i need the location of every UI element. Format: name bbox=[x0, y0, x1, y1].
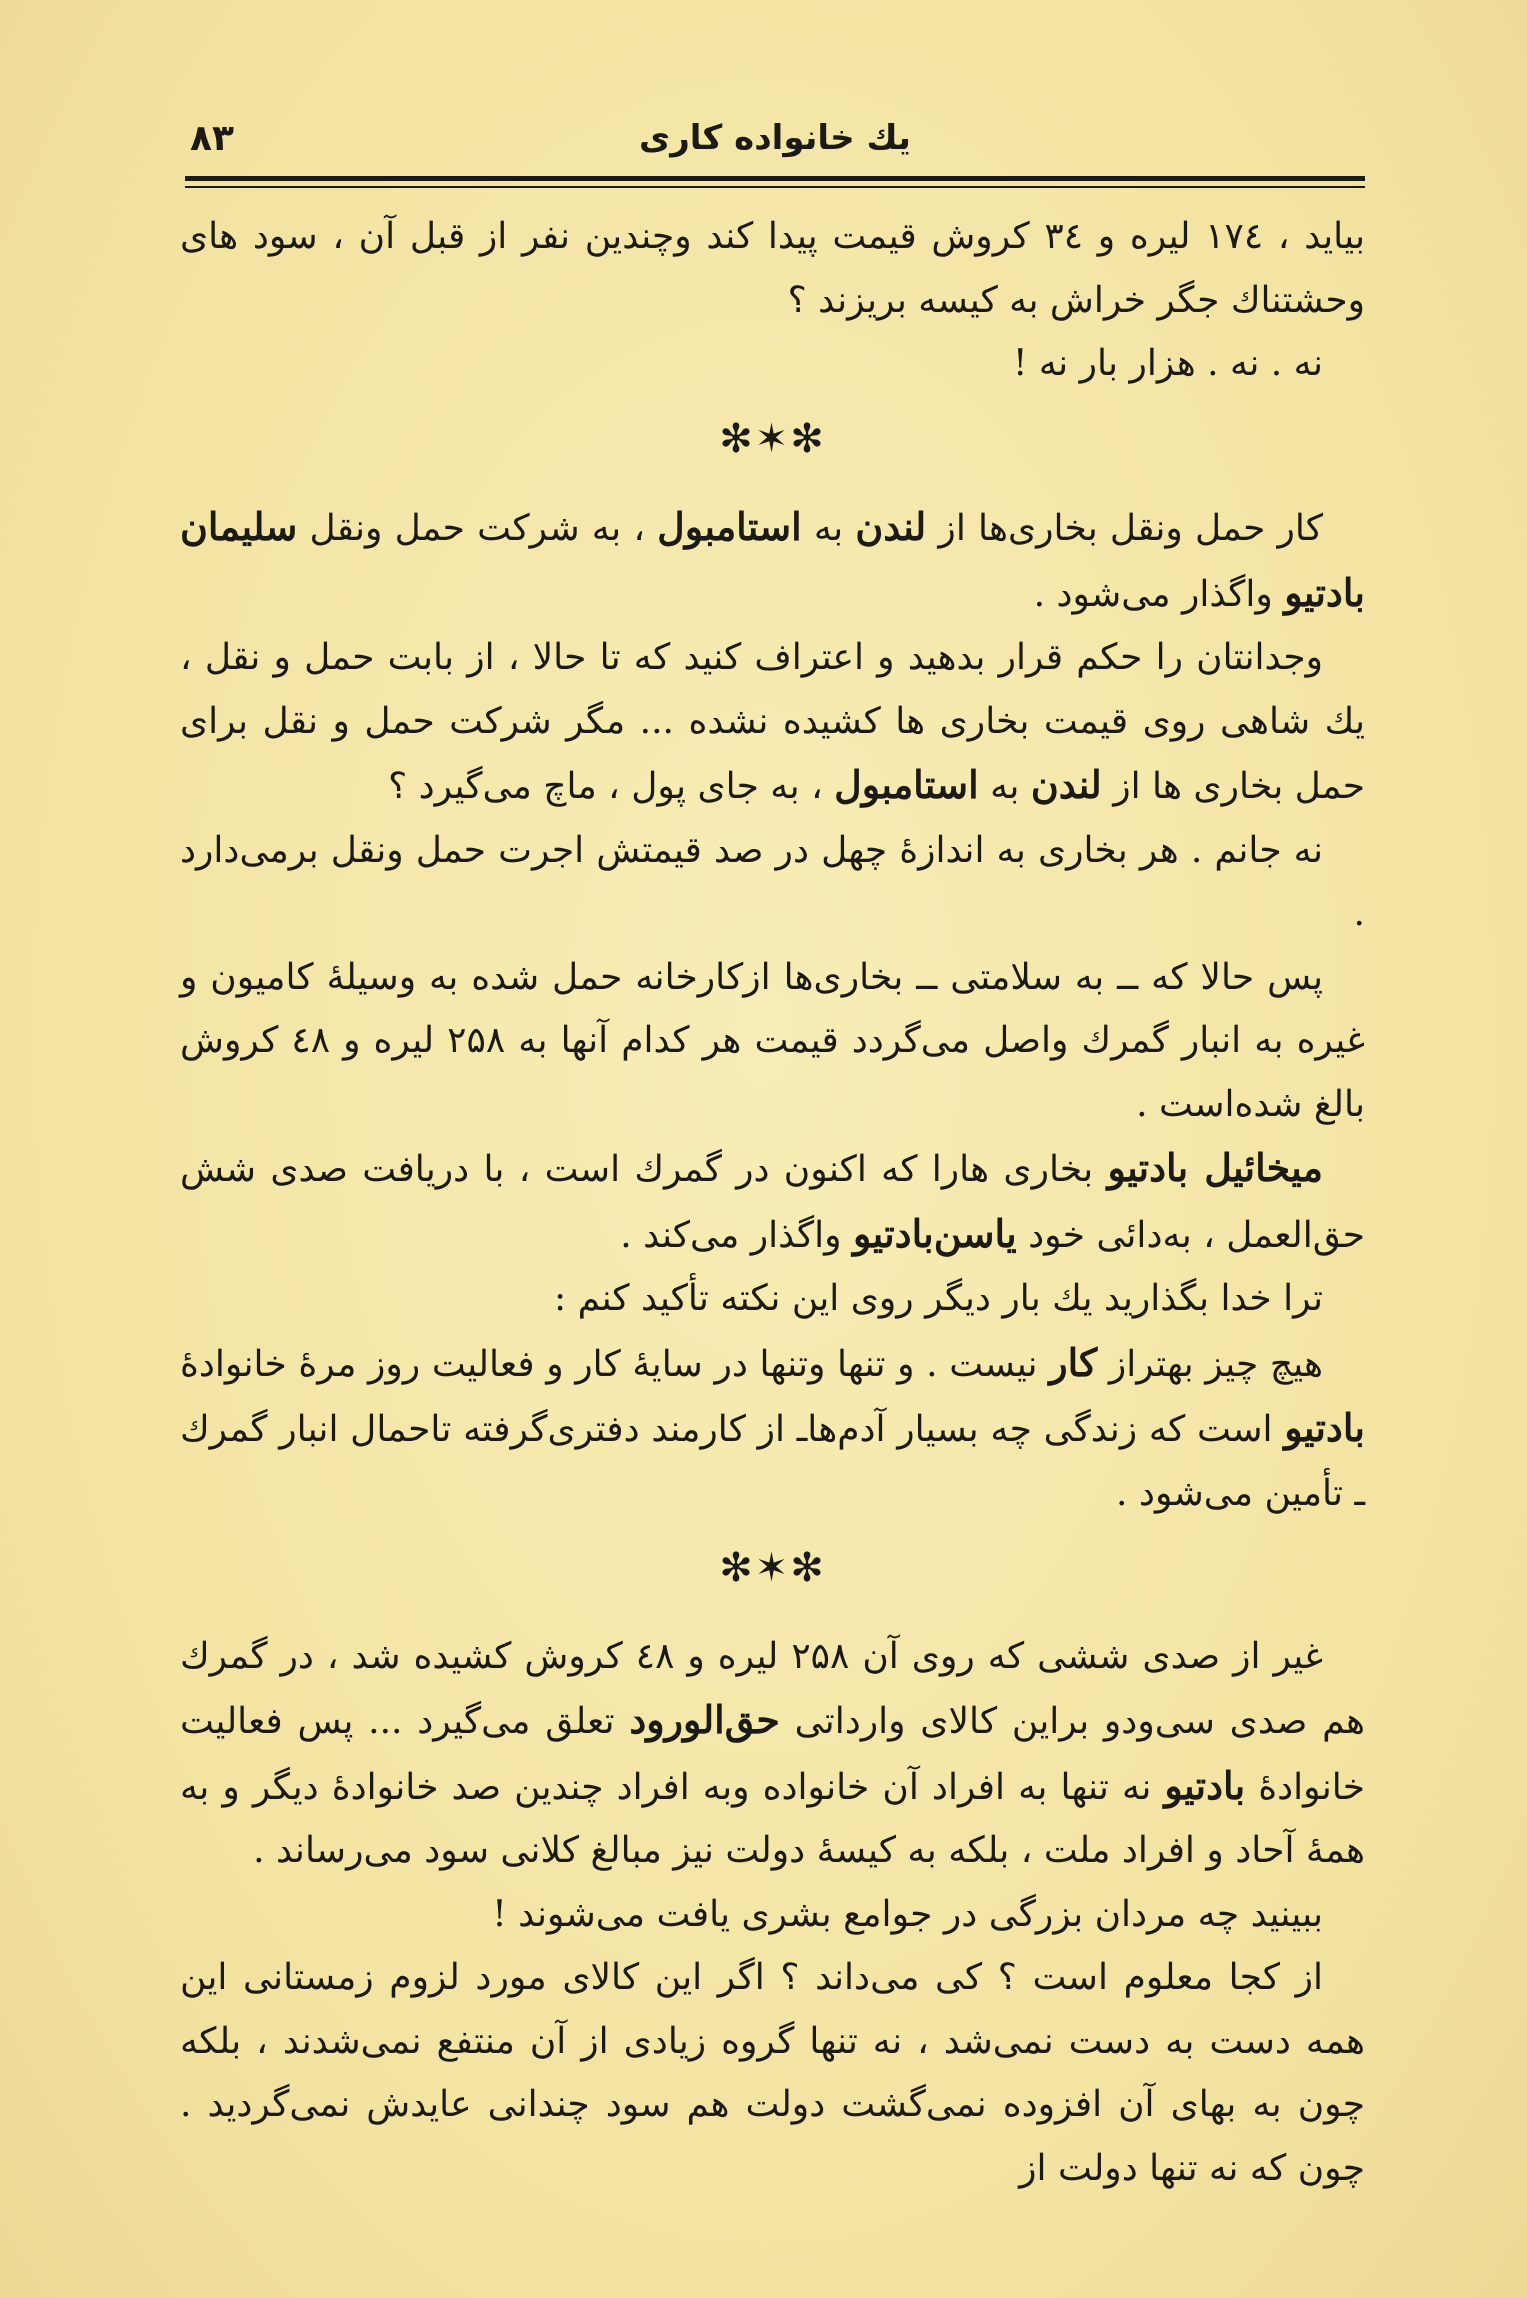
paragraph bbox=[180, 1136, 1365, 1267]
text-run: به bbox=[978, 766, 1031, 807]
text-run: هیچ چیز بهتراز bbox=[1097, 1343, 1323, 1385]
paragraph bbox=[180, 1625, 1365, 1883]
paragraph bbox=[180, 495, 1365, 626]
text-run: واگذار می‌شود . bbox=[1033, 573, 1285, 615]
header-rule-thin bbox=[185, 186, 1365, 188]
emphasized-name: کار bbox=[1049, 1339, 1098, 1385]
emphasized-name: میخائیل بادتیو bbox=[1107, 1145, 1324, 1190]
text-run: پس حالا که ــ به سلامتی ــ بخاری‌ها ازکارخانه حمل شده به وسیلهٔ کامیون و غیره به انبار گمرك واصل می‌گردد قیمت هر کدام آنها به ۲۵۸ لیره و ٤۸ کروش بالغ شده‌است . bbox=[180, 956, 1365, 1125]
emphasized-name: استامبول bbox=[834, 762, 979, 807]
paragraph bbox=[180, 626, 1365, 819]
paragraph bbox=[180, 332, 1365, 396]
page-number: ۸۳ bbox=[190, 118, 234, 159]
emphasized-name: استامبول bbox=[657, 504, 802, 549]
text-run: تعلق می‌گیرد ... پس فعالیت خانوادهٔ bbox=[180, 1701, 1365, 1808]
emphasized-name: یاسن‌بادتیو bbox=[852, 1210, 1017, 1256]
text-run: غیر از صدی ششی که روی آن ۲۵۸ لیره و ٤۸ کروش کشیده شد ، در گمرك هم صدی سی‌ودو براین کالای وارداتی bbox=[180, 1635, 1366, 1742]
text-run: بخاری هارا که اکنون در گمرك است ، با دریافت صدی شش حق‌العمل ، به‌دائی خود bbox=[180, 1149, 1365, 1256]
paragraph bbox=[180, 1331, 1365, 1526]
paragraph bbox=[180, 205, 1365, 332]
section-separator: ✻✶✻ bbox=[719, 1545, 826, 1591]
text-run: واگذار می‌کند . bbox=[620, 1214, 853, 1256]
running-title: یك خانواده کاری bbox=[639, 118, 911, 158]
paragraph bbox=[180, 1267, 1365, 1331]
text-run: از کجا معلوم است ؟ کی می‌داند ؟ اگر این کالای مورد لزوم زمستانی این همه دست به دست نمی‌شد ، نه تنها گروه زیادی از آن منتفع نمی‌شدند ، بلکه چون به بهای آن افزوده نمی‌گشت دولت هم سود چندانی عایدش نمی‌گردید . چون که نه تنها دولت از bbox=[180, 1957, 1365, 2189]
text-run: نیست . و تنها وتنها در سایهٔ کار و فعالیت روز مرهٔ خانوادهٔ bbox=[180, 1343, 1050, 1385]
text-run: ترا خدا بگذارید یك بار دیگر روی این نکته تأکید کنم : bbox=[554, 1278, 1323, 1319]
text-run: است که زندگی چه بسیار آدم‌هاـ از کارمند دفتری‌گرفته تاحمال انبار گمرك ـ تأمین می‌شود . bbox=[180, 1409, 1365, 1514]
text-run: نه . نه . هزار بار نه ! bbox=[1012, 343, 1323, 384]
paragraph bbox=[180, 1883, 1365, 1947]
section-separator: ✻✶✻ bbox=[719, 415, 826, 462]
paragraph bbox=[180, 819, 1365, 946]
page-header bbox=[190, 110, 1360, 180]
text-run: ، به شرکت حمل ونقل bbox=[297, 508, 658, 549]
emphasized-name: بادتیو bbox=[1284, 1405, 1365, 1450]
text-run: بیاید ، ۱۷٤ لیره و ۳٤ کروش قیمت پیدا کند وچندین نفر از قبل آن ، سود های وحشتناك جگر خراش به کیسه بریزند ؟ bbox=[180, 216, 1365, 321]
emphasized-name: حق‌الورود bbox=[629, 1697, 780, 1742]
emphasized-name: بادتیو bbox=[1164, 1762, 1246, 1808]
text-run: ببینید چه مردان بزرگی در جوامع بشری یافت می‌شوند ! bbox=[492, 1893, 1323, 1935]
body-text bbox=[180, 205, 1365, 2200]
text-run: کار حمل ونقل بخاری‌ها از bbox=[926, 508, 1324, 549]
paragraph bbox=[180, 946, 1365, 1137]
text-run: ، به جای پول ، ماچ می‌گیرد ؟ bbox=[388, 766, 835, 807]
emphasized-name: سلیمان بادتیو bbox=[180, 504, 1365, 615]
text-run: به bbox=[801, 508, 856, 549]
header-rule-thick bbox=[185, 176, 1365, 181]
text-run: وجدانتان را حکم قرار بدهید و اعتراف کنید که تا حالا ، از بابت حمل و نقل ، یك شاهی روی قیمت بخاری ها کشیده نشده ... مگر شرکت حمل و نقل برای حمل بخاری ها از bbox=[180, 637, 1365, 807]
emphasized-name: لندن bbox=[1030, 762, 1102, 807]
paragraph bbox=[180, 1946, 1365, 2200]
text-run: نه جانم . هر بخاری به اندازهٔ چهل در صد قیمتش اجرت حمل ونقل برمی‌دارد . bbox=[180, 829, 1365, 934]
emphasized-name: لندن bbox=[855, 504, 927, 549]
text-run: نه تنها به افراد آن خانواده وبه افراد چندین صد خانوادهٔ دیگر و به همهٔ آحاد و افراد ملت ، بلکه به کیسهٔ دولت نیز مبالغ کلانی سود می‌رساند . bbox=[180, 1766, 1365, 1871]
